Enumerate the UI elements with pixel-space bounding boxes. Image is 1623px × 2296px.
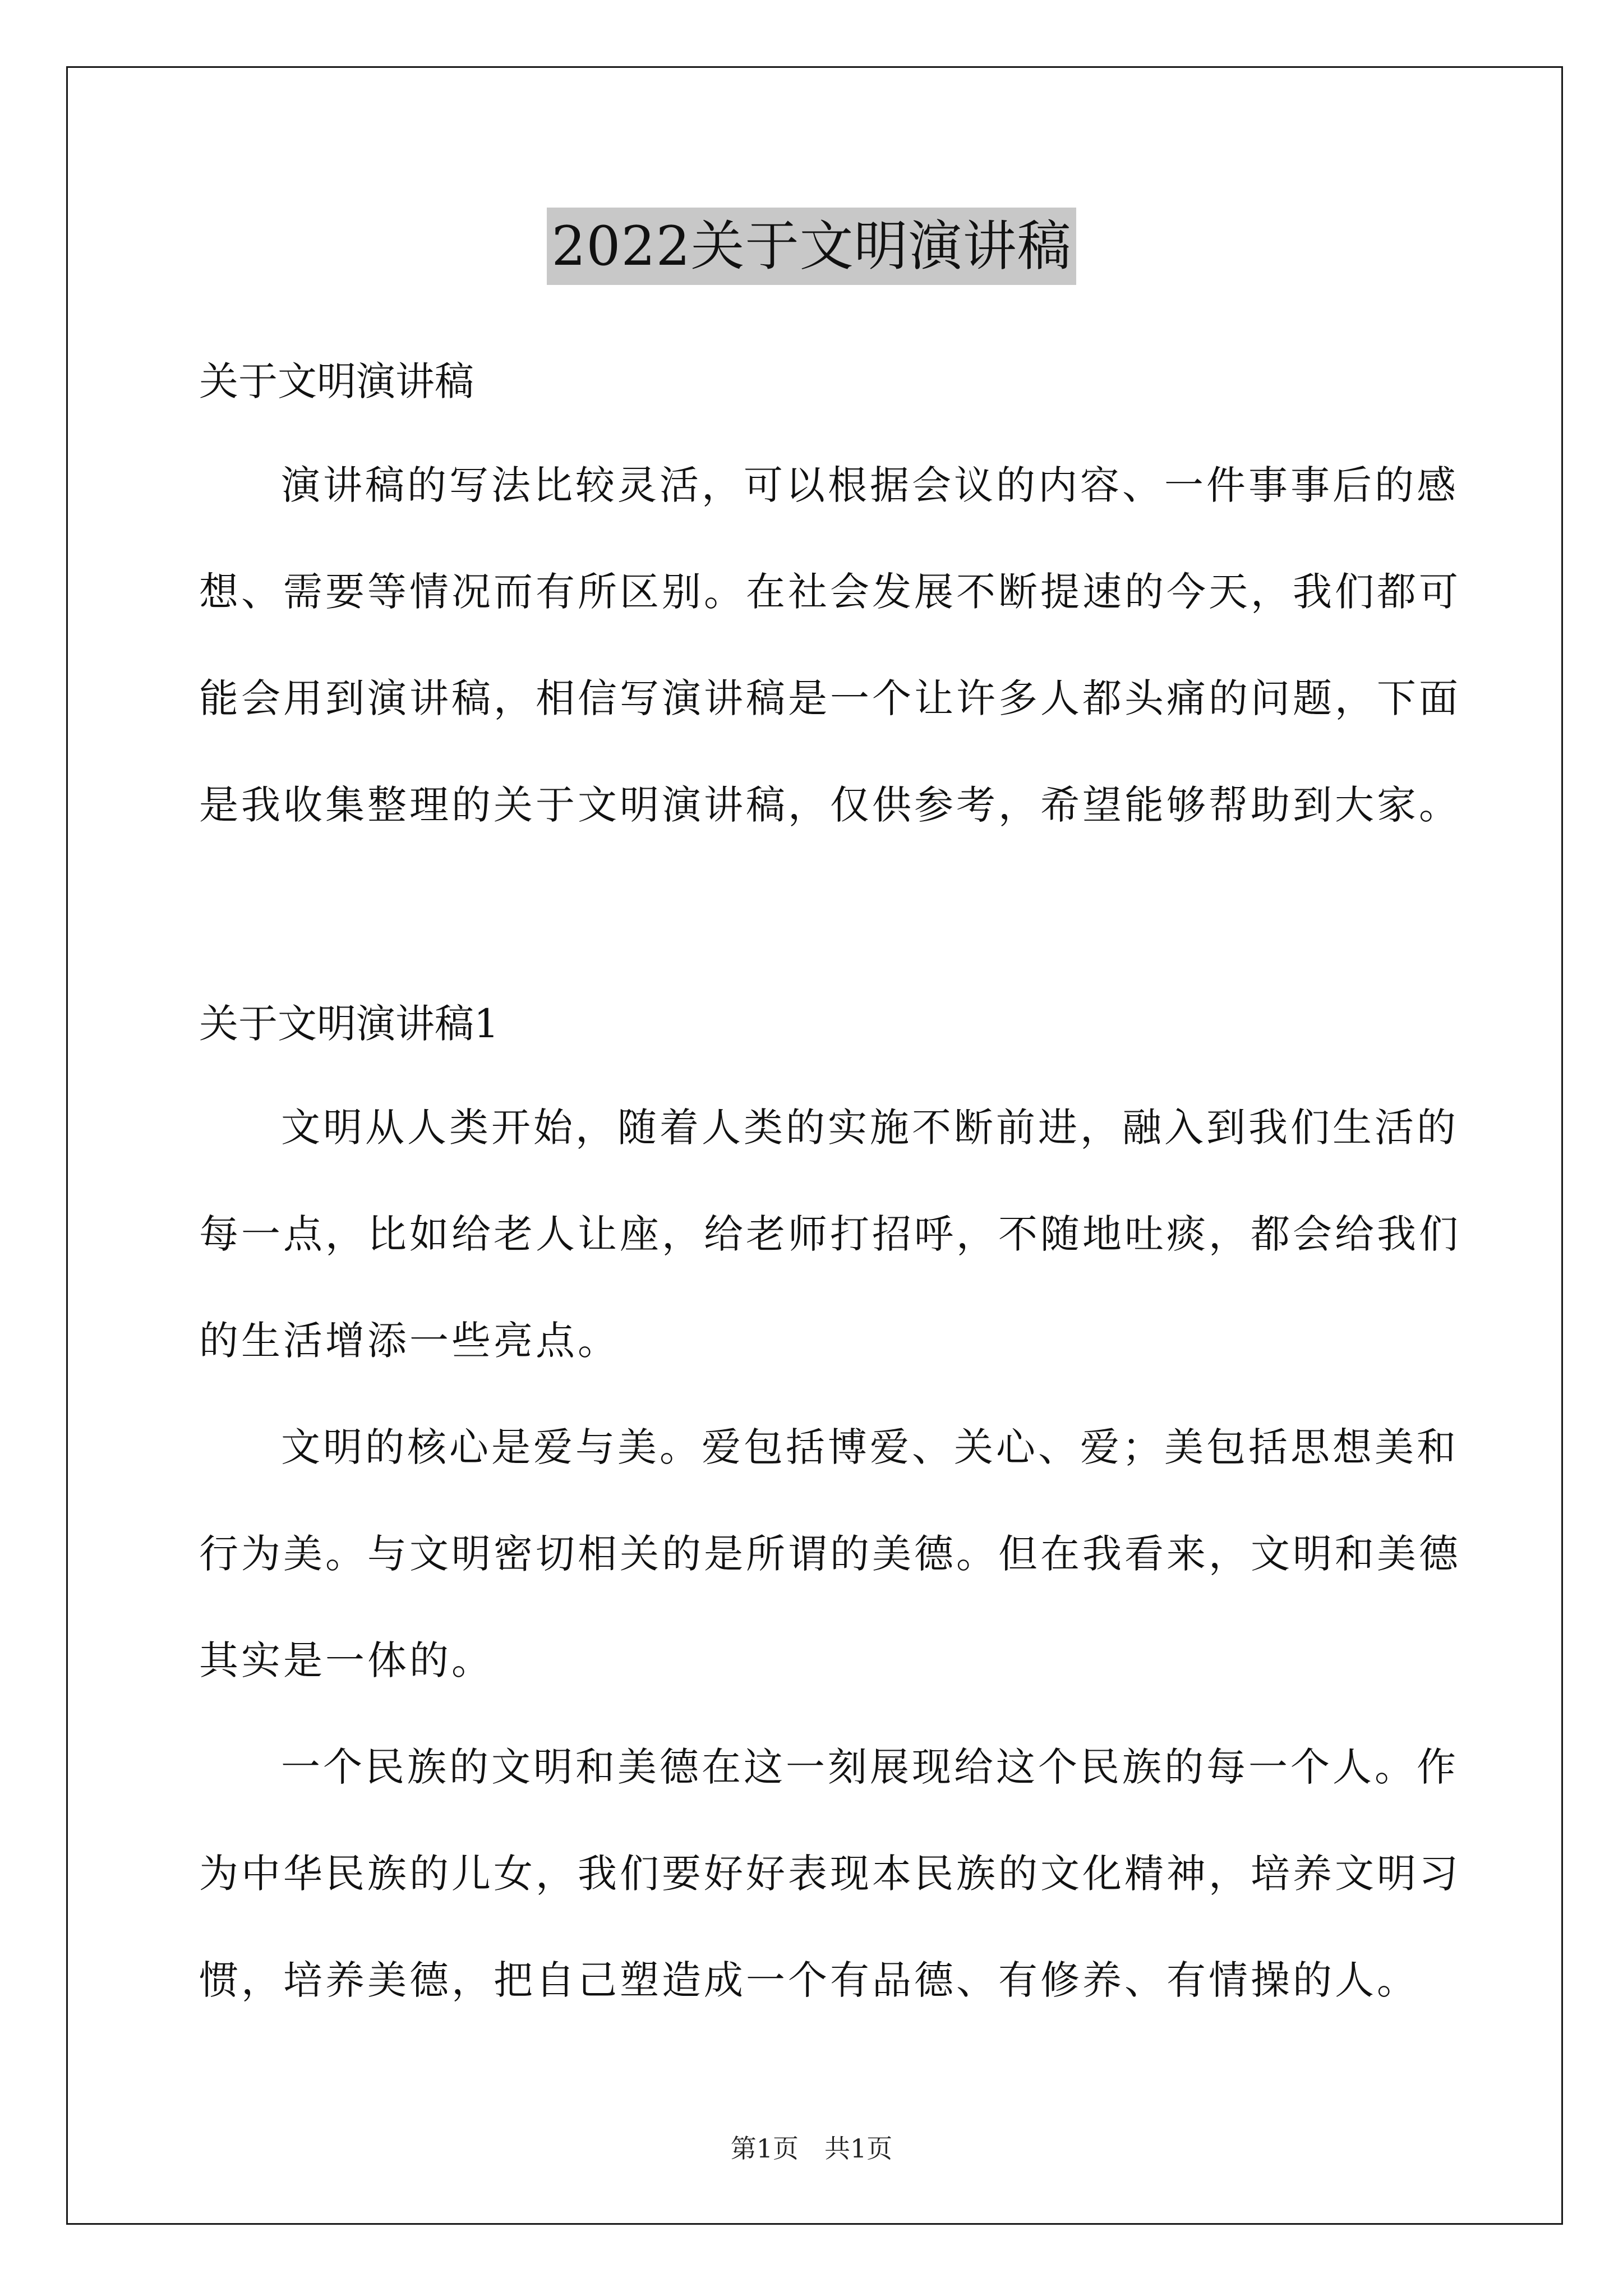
paragraph-line: 的生活增添一些亮点。	[199, 1318, 620, 1364]
intro-paragraph	[199, 457, 1461, 833]
paragraph-line: 演讲稿的写法比较灵活，可以根据会议的内容、一件事事后的感	[281, 462, 1459, 508]
page-footer	[0, 2132, 1623, 2165]
section-heading-intro	[199, 353, 1433, 409]
paragraph-line: 惯，培养美德，把自己塑造成一个有品德、有修养、有情操的人。	[199, 1957, 1419, 2003]
paragraph-1	[199, 1099, 1461, 1369]
document-title: 2022关于文明演讲稿	[547, 208, 1076, 285]
paragraph-line: 文明的核心是爱与美。爱包括博爱、关心、爱；美包括思想美和	[281, 1424, 1459, 1470]
paragraph-2	[199, 1419, 1461, 1688]
paragraph-line: 是我收集整理的关于文明演讲稿，仅供参考，希望能够帮助到大家。	[199, 782, 1461, 828]
section-heading-1	[199, 996, 1433, 1052]
paragraph-line: 其实是一体的。	[199, 1637, 494, 1683]
heading-text: 关于文明演讲稿1	[199, 1001, 499, 1047]
paragraph-line: 一个民族的文明和美德在这一刻展现给这个民族的每一个人。作	[281, 1744, 1459, 1790]
paragraph-line: 文明从人类开始，随着人类的实施不断前进，融入到我们生活的	[281, 1105, 1459, 1151]
paragraph-3	[199, 1739, 1461, 2008]
paragraph-line: 每一点，比如给老人让座，给老师打招呼，不随地吐痰，都会给我们	[199, 1211, 1461, 1257]
paragraph-line: 为中华民族的儿女，我们要好好表现本民族的文化精神，培养文明习	[199, 1851, 1461, 1897]
heading-text: 关于文明演讲稿	[199, 358, 474, 404]
paragraph-line: 能会用到演讲稿，相信写演讲稿是一个让许多人都头痛的问题，下面	[199, 675, 1461, 721]
paragraph-line: 行为美。与文明密切相关的是所谓的美德。但在我看来，文明和美德	[199, 1531, 1461, 1577]
title-area	[0, 208, 1623, 285]
paragraph-line: 想、需要等情况而有所区别。在社会发展不断提速的今天，我们都可	[199, 569, 1461, 615]
page-number: 第1页 共1页	[730, 2133, 893, 2164]
